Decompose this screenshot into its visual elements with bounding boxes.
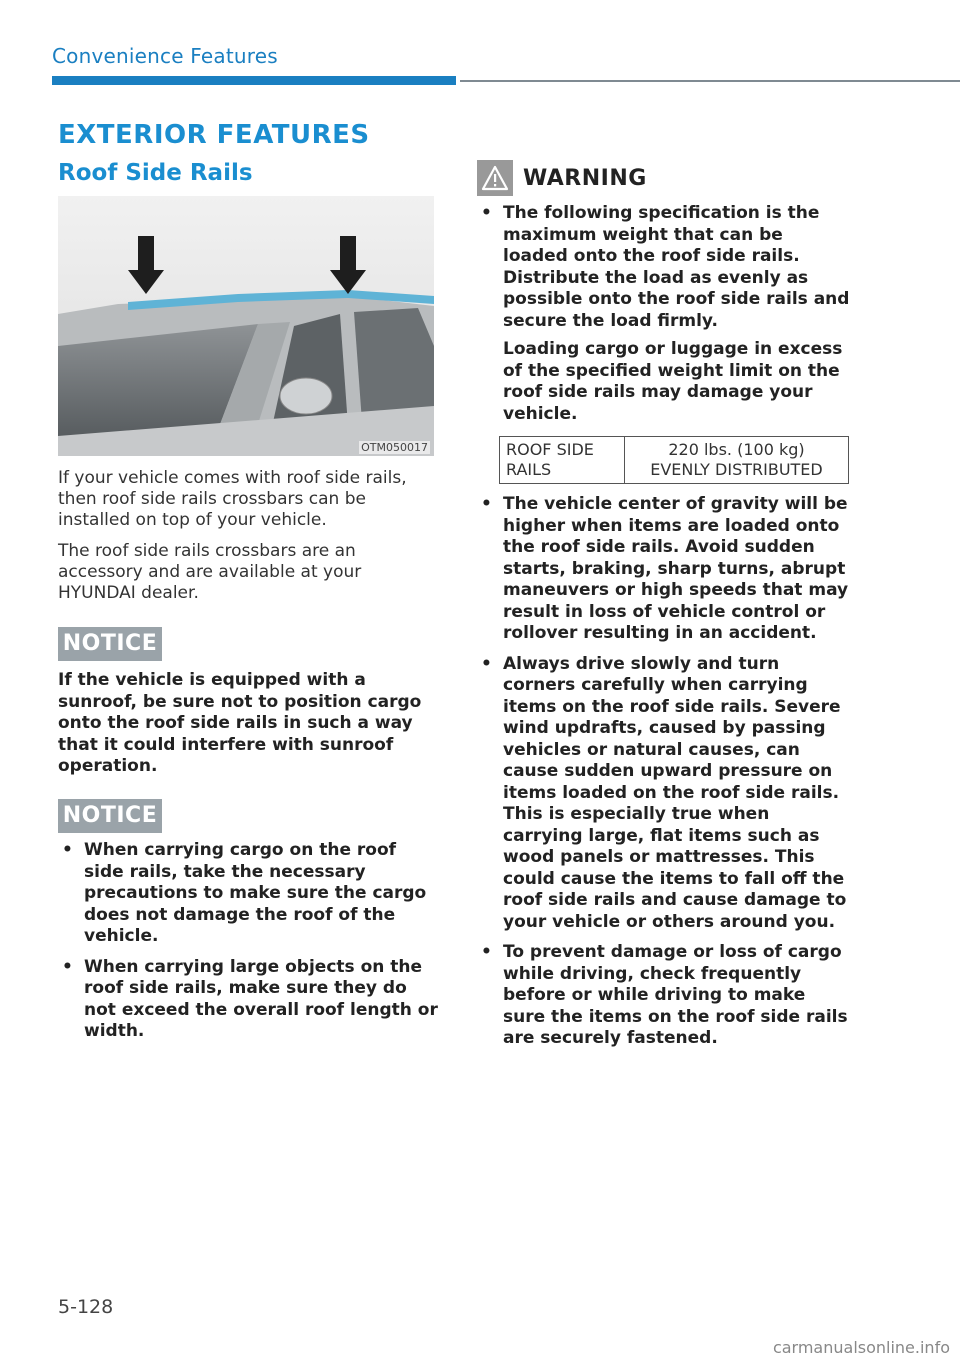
section-title: EXTERIOR FEATURES <box>58 120 370 150</box>
list-item: • The vehicle center of gravity will be higher when items are loaded onto the roof side rails. Avoid sudden starts, braking, sharp turns, abrupt maneuvers or high speeds that may result in loss of vehicle control or rollover resulting in an accident. <box>477 494 852 645</box>
notice-badge: NOTICE <box>58 627 162 661</box>
notice-badge: NOTICE <box>58 799 162 833</box>
warning-item-sub: Loading cargo or luggage in excess of the specified weight limit on the roof side rails may damage your vehicle. <box>503 339 843 424</box>
header-rule <box>460 80 960 82</box>
intro-text <box>58 468 438 614</box>
warning-list-top <box>477 203 852 434</box>
roof-rails-illustration <box>58 196 434 456</box>
warning-label: WARNING <box>523 165 647 191</box>
car-roof-drawing <box>58 196 434 456</box>
intro-paragraph: The roof side rails crossbars are an accessory and are available at your HYUNDAI dealer. <box>58 541 362 603</box>
table-cell-label: ROOF SIDE RAILS <box>500 437 625 484</box>
weight-limit: 220 lbs. (100 kg) <box>668 440 805 459</box>
notice-list <box>58 840 438 1052</box>
running-header: Convenience Features <box>52 44 278 68</box>
header-rule-accent <box>52 76 456 85</box>
list-item: • Always drive slowly and turn corners carefully when carrying items on the roof side rails. Severe wind updrafts, caused by passing vehicles or natural causes, can cause sudden upward pressure on items loaded on the roof side rails. This is especially true when carrying large, flat items such as wood panels or mattresses. This could cause the items to fall off the roof side rails and cause damage to your vehicle or others around you. <box>477 654 852 934</box>
intro-paragraph: If your vehicle comes with roof side rails, then roof side rails crossbars can be installed on top of your vehicle. <box>58 468 407 530</box>
warning-item-main: • The following specification is the maximum weight that can be loaded onto the roof side rails. Distribute the load as evenly as possible onto the roof side rails and secure the load firmly. <box>503 203 850 331</box>
weight-spec-table <box>499 436 849 484</box>
notice-text: If the vehicle is equipped with a sunroof, be sure not to position cargo onto the roof side rails in such a way that it could interfere with sunroof operation. <box>58 670 422 776</box>
figure-code: OTM050017 <box>361 441 428 454</box>
table-row <box>500 437 849 484</box>
warning-list-bottom <box>477 494 852 1059</box>
page-number: 5-128 <box>58 1296 114 1318</box>
subsection-title: Roof Side Rails <box>58 160 253 186</box>
warning-triangle-icon <box>477 160 513 196</box>
list-item: • When carrying cargo on the roof side rails, take the necessary precautions to make sure the cargo does not damage the roof of the vehicle. <box>58 840 438 948</box>
list-item: • When carrying large objects on the roof side rails, make sure they do not exceed the overall roof length or width. <box>58 957 438 1043</box>
list-item: • To prevent damage or loss of cargo while driving, check frequently before or while driving to make sure the items on the roof side rails are securely fastened. <box>477 942 852 1050</box>
table-cell-value <box>625 437 849 484</box>
warning-header <box>477 160 647 196</box>
watermark: carmanualsonline.info <box>772 1338 950 1357</box>
distribution-note: EVENLY DISTRIBUTED <box>650 460 823 479</box>
list-item <box>477 203 852 425</box>
